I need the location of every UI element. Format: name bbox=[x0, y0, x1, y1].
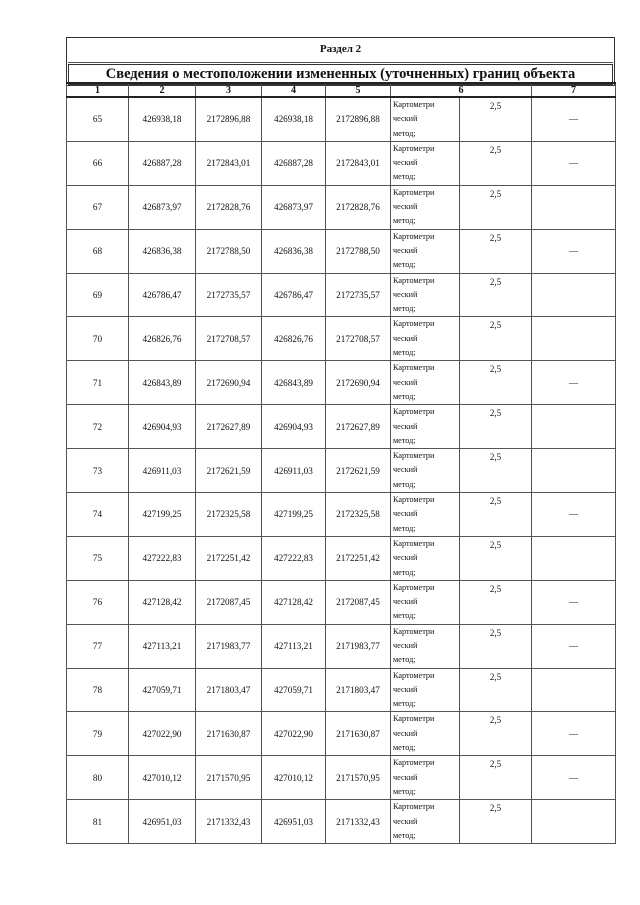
main-title: Сведения о местоположении измененных (уточненных) границ объекта bbox=[68, 64, 613, 85]
method-line: Картометри bbox=[393, 670, 435, 680]
method-line: ческий bbox=[393, 728, 418, 738]
method-line: метод; bbox=[393, 216, 416, 226]
x-coordinate: 427128,42 bbox=[129, 580, 196, 624]
note-cell: — bbox=[532, 229, 616, 273]
section-header bbox=[66, 37, 615, 86]
x-coordinate-new: 426826,76 bbox=[262, 317, 326, 361]
method-line: метод; bbox=[393, 830, 416, 840]
point-number: 69 bbox=[67, 273, 129, 317]
y-coordinate: 2171570,95 bbox=[196, 756, 262, 800]
point-number: 77 bbox=[67, 624, 129, 668]
note-cell: — bbox=[532, 97, 616, 141]
table-row bbox=[67, 756, 616, 800]
method-line: Картометри bbox=[393, 363, 435, 373]
table-row bbox=[67, 580, 616, 624]
method-line: метод; bbox=[393, 348, 416, 358]
point-number: 72 bbox=[67, 405, 129, 449]
method-line: ческий bbox=[393, 421, 418, 431]
precision-value: 2,5 bbox=[460, 185, 532, 229]
point-number: 70 bbox=[67, 317, 129, 361]
method-line: ческий bbox=[393, 158, 418, 168]
y-coordinate: 2172690,94 bbox=[196, 361, 262, 405]
method-cell bbox=[391, 317, 460, 361]
point-number: 71 bbox=[67, 361, 129, 405]
y-coordinate-new: 2171630,87 bbox=[326, 712, 391, 756]
table-row bbox=[67, 712, 616, 756]
x-coordinate-new: 427010,12 bbox=[262, 756, 326, 800]
precision-value: 2,5 bbox=[460, 493, 532, 537]
y-coordinate: 2172325,58 bbox=[196, 493, 262, 537]
note-cell bbox=[532, 185, 616, 229]
y-coordinate: 2171983,77 bbox=[196, 624, 262, 668]
y-coordinate-new: 2172828,76 bbox=[326, 185, 391, 229]
x-coordinate-new: 426836,38 bbox=[262, 229, 326, 273]
method-line: метод; bbox=[393, 523, 416, 533]
method-line: Картометри bbox=[393, 143, 435, 153]
method-line: Картометри bbox=[393, 231, 435, 241]
table-row bbox=[67, 185, 616, 229]
method-line: ческий bbox=[393, 640, 418, 650]
note-cell bbox=[532, 317, 616, 361]
method-line: ческий bbox=[393, 245, 418, 255]
y-coordinate-new: 2172708,57 bbox=[326, 317, 391, 361]
x-coordinate-new: 426938,18 bbox=[262, 97, 326, 141]
y-coordinate-new: 2172621,59 bbox=[326, 449, 391, 493]
x-coordinate-new: 426911,03 bbox=[262, 449, 326, 493]
x-coordinate-new: 427222,83 bbox=[262, 536, 326, 580]
column-header: 6 bbox=[391, 83, 532, 97]
x-coordinate-new: 426904,93 bbox=[262, 405, 326, 449]
coordinates-table bbox=[66, 82, 616, 844]
x-coordinate: 427010,12 bbox=[129, 756, 196, 800]
point-number: 67 bbox=[67, 185, 129, 229]
method-line: Картометри bbox=[393, 495, 435, 505]
y-coordinate-new: 2171803,47 bbox=[326, 668, 391, 712]
method-line: ческий bbox=[393, 289, 418, 299]
column-header: 1 bbox=[67, 83, 129, 97]
table-row bbox=[67, 668, 616, 712]
y-coordinate: 2172087,45 bbox=[196, 580, 262, 624]
y-coordinate: 2172896,88 bbox=[196, 97, 262, 141]
y-coordinate: 2172627,89 bbox=[196, 405, 262, 449]
y-coordinate-new: 2171983,77 bbox=[326, 624, 391, 668]
note-cell: — bbox=[532, 756, 616, 800]
point-number: 65 bbox=[67, 97, 129, 141]
x-coordinate: 426843,89 bbox=[129, 361, 196, 405]
method-line: метод; bbox=[393, 435, 416, 445]
x-coordinate-new: 426786,47 bbox=[262, 273, 326, 317]
column-header: 4 bbox=[262, 83, 326, 97]
method-line: ческий bbox=[393, 377, 418, 387]
y-coordinate-new: 2172627,89 bbox=[326, 405, 391, 449]
y-coordinate-new: 2172251,42 bbox=[326, 536, 391, 580]
y-coordinate: 2172735,57 bbox=[196, 273, 262, 317]
method-line: ческий bbox=[393, 772, 418, 782]
table-row bbox=[67, 229, 616, 273]
method-cell bbox=[391, 361, 460, 405]
y-coordinate-new: 2172896,88 bbox=[326, 97, 391, 141]
precision-value: 2,5 bbox=[460, 97, 532, 141]
precision-value: 2,5 bbox=[460, 449, 532, 493]
method-line: ческий bbox=[393, 465, 418, 475]
method-line: ческий bbox=[393, 816, 418, 826]
x-coordinate: 426786,47 bbox=[129, 273, 196, 317]
method-cell bbox=[391, 97, 460, 141]
y-coordinate-new: 2172843,01 bbox=[326, 141, 391, 185]
note-cell: — bbox=[532, 141, 616, 185]
method-cell bbox=[391, 580, 460, 624]
y-coordinate-new: 2171570,95 bbox=[326, 756, 391, 800]
column-header: 5 bbox=[326, 83, 391, 97]
table-row bbox=[67, 624, 616, 668]
method-line: метод; bbox=[393, 699, 416, 709]
table-body bbox=[67, 97, 616, 844]
x-coordinate-new: 427059,71 bbox=[262, 668, 326, 712]
x-coordinate-new: 426887,28 bbox=[262, 141, 326, 185]
x-coordinate: 427199,25 bbox=[129, 493, 196, 537]
x-coordinate: 427113,21 bbox=[129, 624, 196, 668]
method-cell bbox=[391, 141, 460, 185]
point-number: 80 bbox=[67, 756, 129, 800]
note-cell: — bbox=[532, 624, 616, 668]
y-coordinate: 2171332,43 bbox=[196, 800, 262, 844]
method-cell bbox=[391, 800, 460, 844]
method-line: Картометри bbox=[393, 407, 435, 417]
method-line: Картометри bbox=[393, 758, 435, 768]
method-cell bbox=[391, 493, 460, 537]
method-line: метод; bbox=[393, 743, 416, 753]
column-header: 7 bbox=[532, 83, 616, 97]
x-coordinate: 427059,71 bbox=[129, 668, 196, 712]
y-coordinate: 2172843,01 bbox=[196, 141, 262, 185]
column-header-row bbox=[67, 83, 616, 97]
y-coordinate: 2171803,47 bbox=[196, 668, 262, 712]
y-coordinate-new: 2172788,50 bbox=[326, 229, 391, 273]
table-row bbox=[67, 536, 616, 580]
method-line: метод; bbox=[393, 611, 416, 621]
note-cell bbox=[532, 273, 616, 317]
method-line: Картометри bbox=[393, 319, 435, 329]
method-line: Картометри bbox=[393, 626, 435, 636]
y-coordinate-new: 2171332,43 bbox=[326, 800, 391, 844]
precision-value: 2,5 bbox=[460, 624, 532, 668]
x-coordinate: 426836,38 bbox=[129, 229, 196, 273]
x-coordinate-new: 427128,42 bbox=[262, 580, 326, 624]
y-coordinate-new: 2172690,94 bbox=[326, 361, 391, 405]
precision-value: 2,5 bbox=[460, 580, 532, 624]
method-cell bbox=[391, 756, 460, 800]
method-cell bbox=[391, 536, 460, 580]
method-line: Картометри bbox=[393, 714, 435, 724]
y-coordinate-new: 2172735,57 bbox=[326, 273, 391, 317]
x-coordinate: 426938,18 bbox=[129, 97, 196, 141]
note-cell bbox=[532, 668, 616, 712]
method-cell bbox=[391, 668, 460, 712]
x-coordinate: 426873,97 bbox=[129, 185, 196, 229]
method-line: ческий bbox=[393, 553, 418, 563]
note-cell: — bbox=[532, 361, 616, 405]
method-line: метод; bbox=[393, 172, 416, 182]
method-cell bbox=[391, 449, 460, 493]
method-line: Картометри bbox=[393, 275, 435, 285]
method-line: Картометри bbox=[393, 100, 435, 109]
point-number: 74 bbox=[67, 493, 129, 537]
method-line: ческий bbox=[393, 114, 418, 124]
method-line: метод; bbox=[393, 567, 416, 577]
method-line: метод; bbox=[393, 391, 416, 401]
method-line: ческий bbox=[393, 597, 418, 607]
y-coordinate: 2172621,59 bbox=[196, 449, 262, 493]
note-cell bbox=[532, 800, 616, 844]
precision-value: 2,5 bbox=[460, 273, 532, 317]
point-number: 79 bbox=[67, 712, 129, 756]
table-row bbox=[67, 317, 616, 361]
note-cell: — bbox=[532, 580, 616, 624]
point-number: 76 bbox=[67, 580, 129, 624]
table-row bbox=[67, 800, 616, 844]
method-line: Картометри bbox=[393, 451, 435, 461]
method-line: Картометри bbox=[393, 582, 435, 592]
note-cell bbox=[532, 449, 616, 493]
table-row bbox=[67, 141, 616, 185]
method-line: метод; bbox=[393, 304, 416, 314]
method-line: метод; bbox=[393, 786, 416, 796]
point-number: 68 bbox=[67, 229, 129, 273]
note-cell: — bbox=[532, 493, 616, 537]
point-number: 78 bbox=[67, 668, 129, 712]
x-coordinate: 426826,76 bbox=[129, 317, 196, 361]
method-cell bbox=[391, 273, 460, 317]
precision-value: 2,5 bbox=[460, 536, 532, 580]
x-coordinate: 426904,93 bbox=[129, 405, 196, 449]
x-coordinate-new: 426843,89 bbox=[262, 361, 326, 405]
y-coordinate-new: 2172325,58 bbox=[326, 493, 391, 537]
column-header: 2 bbox=[129, 83, 196, 97]
method-line: метод; bbox=[393, 655, 416, 665]
method-line: ческий bbox=[393, 509, 418, 519]
y-coordinate: 2171630,87 bbox=[196, 712, 262, 756]
table-row bbox=[67, 405, 616, 449]
table-row bbox=[67, 273, 616, 317]
method-cell bbox=[391, 229, 460, 273]
table-row bbox=[67, 493, 616, 537]
table-row bbox=[67, 361, 616, 405]
note-cell: — bbox=[532, 712, 616, 756]
point-number: 73 bbox=[67, 449, 129, 493]
precision-value: 2,5 bbox=[460, 756, 532, 800]
precision-value: 2,5 bbox=[460, 317, 532, 361]
x-coordinate-new: 426951,03 bbox=[262, 800, 326, 844]
y-coordinate: 2172788,50 bbox=[196, 229, 262, 273]
method-line: Картометри bbox=[393, 538, 435, 548]
precision-value: 2,5 bbox=[460, 361, 532, 405]
precision-value: 2,5 bbox=[460, 229, 532, 273]
method-line: метод; bbox=[393, 479, 416, 489]
x-coordinate-new: 427113,21 bbox=[262, 624, 326, 668]
y-coordinate: 2172251,42 bbox=[196, 536, 262, 580]
column-header: 3 bbox=[196, 83, 262, 97]
precision-value: 2,5 bbox=[460, 141, 532, 185]
precision-value: 2,5 bbox=[460, 712, 532, 756]
method-cell bbox=[391, 185, 460, 229]
note-cell bbox=[532, 405, 616, 449]
y-coordinate: 2172828,76 bbox=[196, 185, 262, 229]
method-line: метод; bbox=[393, 260, 416, 270]
table-row bbox=[67, 449, 616, 493]
method-line: ческий bbox=[393, 202, 418, 212]
x-coordinate-new: 426873,97 bbox=[262, 185, 326, 229]
precision-value: 2,5 bbox=[460, 405, 532, 449]
method-cell bbox=[391, 624, 460, 668]
point-number: 81 bbox=[67, 800, 129, 844]
section-title: Раздел 2 bbox=[68, 38, 613, 63]
table-row bbox=[67, 97, 616, 141]
x-coordinate: 427222,83 bbox=[129, 536, 196, 580]
x-coordinate: 426887,28 bbox=[129, 141, 196, 185]
x-coordinate: 426951,03 bbox=[129, 800, 196, 844]
precision-value: 2,5 bbox=[460, 800, 532, 844]
precision-value: 2,5 bbox=[460, 668, 532, 712]
note-cell bbox=[532, 536, 616, 580]
method-line: ческий bbox=[393, 684, 418, 694]
point-number: 66 bbox=[67, 141, 129, 185]
y-coordinate: 2172708,57 bbox=[196, 317, 262, 361]
y-coordinate-new: 2172087,45 bbox=[326, 580, 391, 624]
point-number: 75 bbox=[67, 536, 129, 580]
x-coordinate-new: 427022,90 bbox=[262, 712, 326, 756]
method-line: Картометри bbox=[393, 802, 435, 812]
method-line: ческий bbox=[393, 333, 418, 343]
method-line: метод; bbox=[393, 128, 416, 138]
x-coordinate: 427022,90 bbox=[129, 712, 196, 756]
method-cell bbox=[391, 405, 460, 449]
x-coordinate-new: 427199,25 bbox=[262, 493, 326, 537]
method-line: Картометри bbox=[393, 187, 435, 197]
method-cell bbox=[391, 712, 460, 756]
x-coordinate: 426911,03 bbox=[129, 449, 196, 493]
